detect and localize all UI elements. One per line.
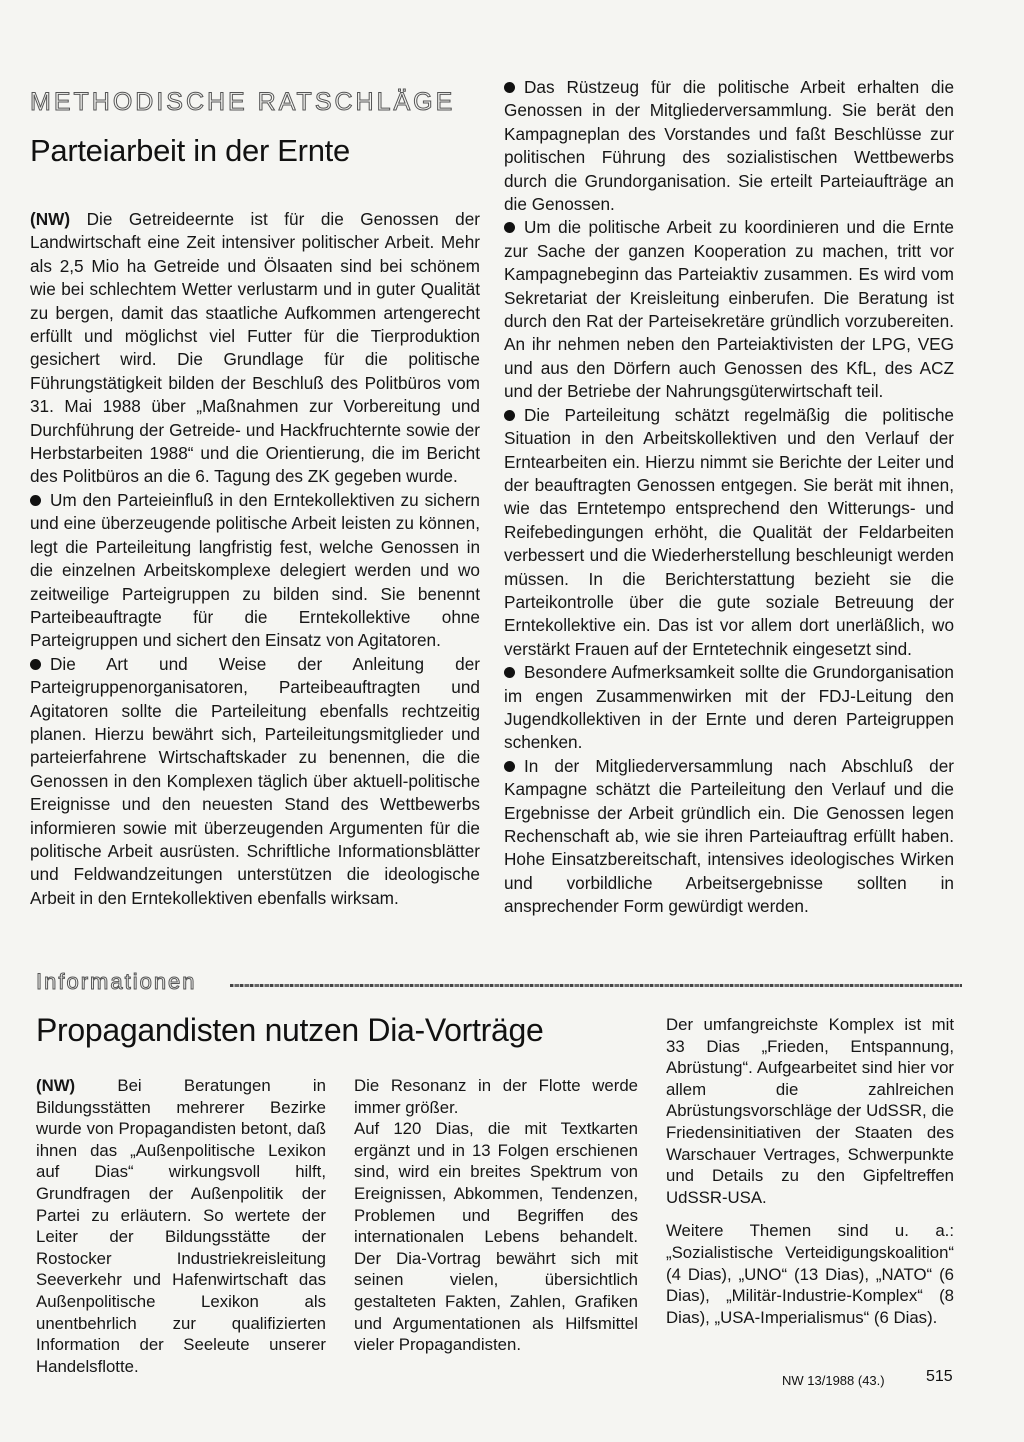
section-kicker: METHODISCHE RATSCHLÄGE: [30, 88, 456, 116]
bullet-text: Um die politische Arbeit zu koordinieren und die Ernte zur Sache der ganzen Kooperation zu machen, tritt vor Kampagnebeginn das Parteiaktiv zusammen. Es wird vom Sekretariat der Kreisleitung einberufen. Die Beratung ist durch den Rat der Parteisekretäre gründlich vorzubereiten. An ihr nehmen neben den Parteiaktivisten der LPG, VEG und aus den Dörfern auch Genossen des KfL, des ACZ und der Betriebe der Nahrungsgüterwirtschaft teil.: [504, 217, 954, 402]
bullet-text: Um den Parteieinfluß in den Erntekollektiven zu sichern und eine überzeugende politische Arbeit leisten zu können, legt die Parteileitung langfristig fest, welche Genossen in die einzelnen Arbeitskomplexe delegiert werden und wo zeitweilige Parteigruppen zu bilden sind. Sie benennt Parteibeauftragte für die Erntekollektive ohne Parteigruppen und sichert den Einsatz von Agitatoren.: [30, 489, 480, 651]
paragraph: Die Resonanz in der Flotte werde immer größer.: [354, 1076, 638, 1117]
article2-column-1: [36, 1075, 326, 1377]
source-tag: (NW): [36, 1076, 76, 1095]
paragraph: Auf 120 Dias, die mit Textkarten ergänzt und in 13 Folgen erschienen sind, wird ein breites Spektrum von Ereignissen, Abkommen, Tendenzen, Problemen und Begriffen des internationalen Lebens behandelt. Der Dia-Vortrag bewährt sich mit seinen vielen, übersichtlich gestalteten Fakten, Zahlen, Grafiken und Argumentationen als Hilfsmittel vieler Propagandisten.: [354, 1119, 638, 1355]
bullet-paragraph: [504, 76, 954, 216]
lead-paragraph: [36, 1075, 326, 1377]
paragraph: Der umfangreichste Komplex ist mit 33 Dias „Frieden, Entspannung, Abrüstung“. Aufgearbeitet sind hier vor allem die zahlreichen Abrüstungsvorschläge der UdSSR, die Friedensinitiativen der Staaten des Warschauer Vertrages, Schwerpunkte und Details zu den Gipfeltreffen UdSSR-USA.: [666, 1015, 954, 1207]
bullet-text: In der Mitgliederversammlung nach Abschluß der Kampagne schätzt die Parteileitung den Verlauf und die Ergebnisse der Arbeit gründlich ein. Die Genossen legen Rechenschaft ab, wie sie ihren Parteiauftrag erfüllt haben. Hohe Einsatzbereitschaft, intensives ideologisches Wirken und vorbildliche Arbeitsergebnisse sollten in ansprechender Form gewürdigt werden.: [504, 755, 954, 917]
bullet-paragraph: [504, 661, 954, 755]
section-label: Informationen: [36, 969, 197, 994]
article2-column-2: [354, 1075, 638, 1356]
source-tag: (NW): [30, 209, 71, 229]
bullet-paragraph: [504, 216, 954, 403]
bullet-paragraph: [30, 653, 480, 910]
lead-paragraph: [30, 208, 480, 489]
bullet-paragraph: [30, 489, 480, 653]
paragraph: Weitere Themen sind u. a.: „Sozialistische Verteidigungskoalition“ (4 Dias), „UNO“ (13 Dias), „NATO“ (6 Dias), „Militär-Industrie-Komplex“ (8 Dias), „USA-Imperialismus“ (6 Dias).: [666, 1221, 954, 1327]
lead-text: Bei Beratungen in Bildungsstätten mehrerer Bezirke wurde von Propagandisten betont, daß ihnen das „Außenpolitische Lexikon auf Dias“ wirkungsvoll hilft, Grundfragen der Außenpolitik der Partei zu erläutern. So wertete der Leiter der Bildungsstätte der Rostocker Industriekreisleitung Seeverkehr und Hafenwirtschaft das Außenpolitische Lexikon als unentbehrlich zur qualifizierten Information der Seeleute unserer Handelsflotte.: [36, 1076, 326, 1376]
page-number: 515: [926, 1368, 953, 1385]
bullet-text: Das Rüstzeug für die politische Arbeit erhalten die Genossen in der Mitgliederversammlung. Sie berät den Kampagneplan des Vorstandes und faßt Beschlüsse zur politischen Führung des sozialistischen Wettbewerbs durch die Grundorganisation. Sie erteilt Parteiaufträge an die Genossen.: [504, 77, 954, 215]
issue-reference: NW 13/1988 (43.): [782, 1373, 885, 1388]
article-left-column: [30, 208, 480, 910]
bullet-text: Die Parteileitung schätzt regelmäßig die politische Situation in den Arbeitskollektiven und den Verlauf der Erntearbeiten ein. Hierzu nimmt sie Berichte der Leiter und der beauftragten Genossen entgegen. Sie berät mit ihnen, wie das Erntetempo entsprechend den Witterungs- und Reifebedingungen erhöht, die Qualität der Feldarbeiten verbessert und die Wiederherstellung beschleunigt werden müssen. In die Berichterstattung bezieht sie die Parteikontrolle über die gute soziale Betreuung der Erntekollektive ein. Das ist vor allem dort unerläßlich, wo verstärkt Frauen auf der Erntetechnik eingesetzt sind.: [504, 404, 954, 659]
bullet-text: Die Art und Weise der Anleitung der Parteigruppenorganisatoren, Parteibeauftragten und Agitatoren sollte die Parteileitung ebenfalls rechtzeitig planen. Hierzu bewährt sich, Parteileitungsmitglieder und parteierfahrene Wirtschaftskader zu benennen, die die Genossen in den Komplexen täglich über aktuell-politische Ereignisse und den neuesten Stand des Wettbewerbs informieren sowie mit überzeugenden Argumenten für die politische Arbeit ausrüsten. Schriftliche Informationsblätter und Feldwandzeitungen unterstützen die ideologische Arbeit in den Erntekollektiven ebenfalls wirksam.: [30, 653, 480, 908]
article-right-column: [504, 76, 954, 919]
bullet-paragraph: [504, 404, 954, 661]
bullet-paragraph: [504, 755, 954, 919]
article2-title: Propagandisten nutzen Dia-Vorträge: [36, 1012, 544, 1048]
lead-text: Die Getreideernte ist für die Genossen der Landwirtschaft eine Zeit intensiver politischer Arbeit. Mehr als 2,5 Mio ha Getreide und Ölsaaten sind bei schönem wie bei schlechtem Wetter verlustarm und in guter Qualität zu bergen, damit das staatliche Aufkommen artengerecht erfüllt und möglichst viel Futter für die Tierproduktion gesichert wird. Die Grundlage für die politische Führungstätigkeit bilden der Beschluß des Politbüros vom 31. Mai 1988 über „Maßnahmen zur Vorbereitung und Durchführung der Getreide- und Hackfruchternte sowie der Herbstarbeiten 1988“ und die Orientierung, die im Bericht des Politbüros an die 6. Tagung des ZK gegeben wurde.: [30, 209, 480, 487]
article-title: Parteiarbeit in der Ernte: [30, 133, 350, 168]
section-divider: [230, 984, 962, 987]
article2-column-3: [666, 1014, 954, 1328]
bullet-text: Besondere Aufmerksamkeit sollte die Grundorganisation im engen Zusammenwirken mit der FDJ-Leitung den Jugendkollektiven in der Ernte und deren Parteigruppen schenken.: [504, 662, 954, 753]
